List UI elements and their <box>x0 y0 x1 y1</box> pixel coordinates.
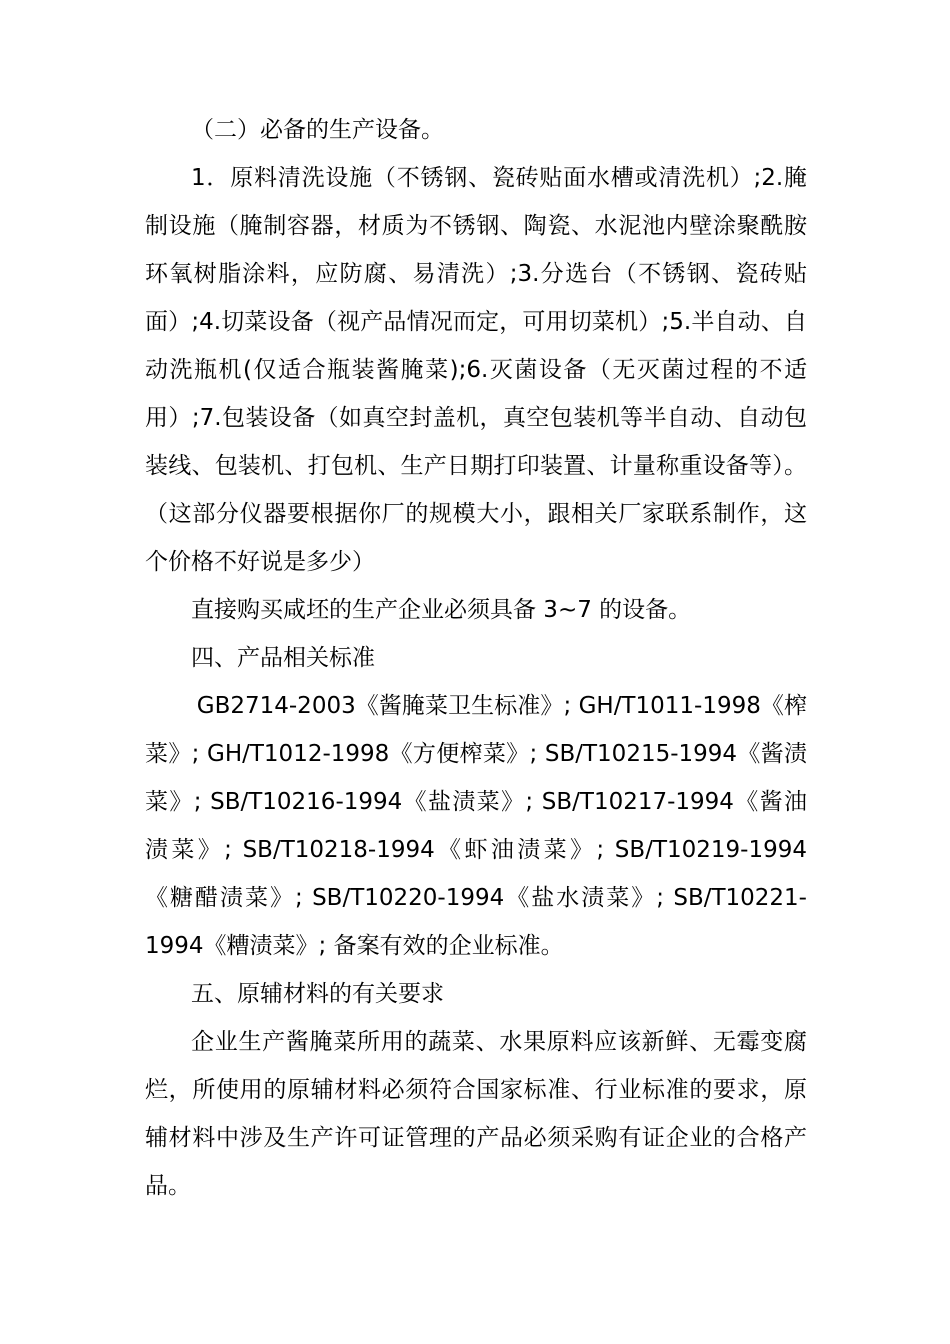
equipment-list-paragraph: 1．原料清洗设施（不锈钢、瓷砖贴面水槽或清洗机）;2.腌制设施（腌制容器，材质为不锈钢、陶瓷、水泥池内壁涂聚酰胺环氧树脂涂料，应防腐、易清洗）;3.分选台（不锈钢、瓷砖贴面）;4.切菜设备（视产品情况而定，可用切菜机）;5.半自动、自动洗瓶机(仅适合瓶装酱腌菜);6.灭菌设备（无灭菌过程的不适用）;7.包装设备（如真空封盖机，真空包装机等半自动、自动包装线、包装机、打包机、生产日期打印装置、计量称重设备等）。（这部分仪器要根据你厂的规模大小，跟相关厂家联系制作，这个价格不好说是多少） <box>145 165 807 575</box>
section-heading-standards: 四、产品相关标准 <box>191 645 375 671</box>
section-heading-materials: 五、原辅材料的有关要求 <box>191 981 444 1007</box>
materials-requirements-paragraph: 企业生产酱腌菜所用的蔬菜、水果原料应该新鲜、无霉变腐烂，所使用的原辅材料必须符合国家标准、行业标准的要求，原辅材料中涉及生产许可证管理的产品必须采购有证企业的合格产品。 <box>145 1029 807 1199</box>
document-body <box>145 106 807 1210</box>
equipment-note-paragraph: 直接购买咸坯的生产企业必须具备 3~7 的设备。 <box>191 597 692 623</box>
standards-list-paragraph: GB2714-2003《酱腌菜卫生标准》; GH/T1011-1998《榨菜》; GH/T1012-1998《方便榨菜》; SB/T10215-1994《酱渍菜》; SB/T10216-1994《盐渍菜》; SB/T10217-1994《酱油渍菜》; SB/T10218-1994《虾油渍菜》; SB/T10219-1994《糖醋渍菜》; SB/T10220-1994《盐水渍菜》; SB/T10221-1994《糟渍菜》; 备案有效的企业标准。 <box>145 693 807 959</box>
section-heading-equipment: （二）必备的生产设备。 <box>191 117 444 143</box>
